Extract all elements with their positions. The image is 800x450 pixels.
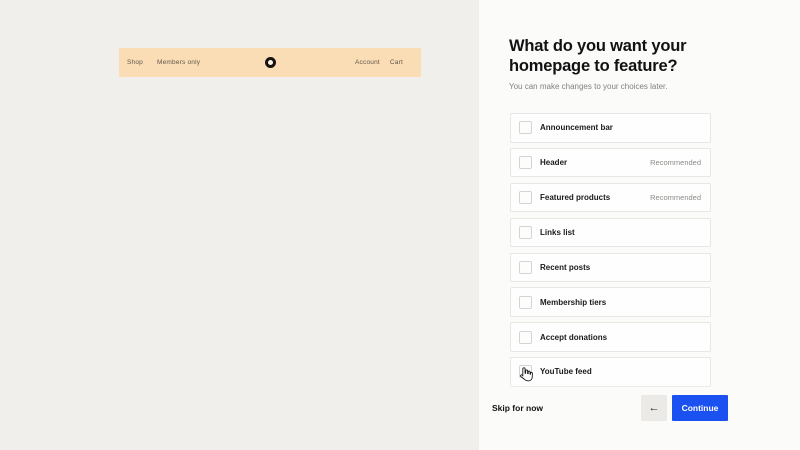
checkbox[interactable] bbox=[519, 261, 532, 274]
preview-nav-right bbox=[355, 59, 403, 66]
option-label: YouTube feed bbox=[540, 367, 592, 377]
preview-nav-account[interactable]: Account bbox=[355, 59, 380, 66]
preview-nav-left bbox=[127, 59, 200, 66]
option-card-links-list[interactable] bbox=[510, 218, 711, 248]
option-label: Featured products bbox=[540, 193, 611, 203]
recommended-badge: Recommended bbox=[650, 193, 701, 203]
option-label: Links list bbox=[540, 227, 575, 237]
option-card-recent-posts[interactable] bbox=[510, 253, 711, 283]
option-card-accept-donations[interactable] bbox=[510, 322, 711, 352]
ring-logo-icon bbox=[265, 57, 276, 68]
option-card-featured-products[interactable] bbox=[510, 183, 711, 213]
checkbox[interactable] bbox=[519, 226, 532, 239]
checkbox[interactable] bbox=[519, 121, 532, 134]
checkbox[interactable] bbox=[519, 331, 532, 344]
page-subtitle: You can make changes to your choices later. bbox=[509, 82, 668, 91]
option-card-membership-tiers[interactable] bbox=[510, 287, 711, 317]
option-label: Recent posts bbox=[540, 262, 591, 272]
option-label: Header bbox=[540, 158, 568, 168]
option-card-youtube-feed[interactable] bbox=[510, 357, 711, 387]
skip-for-now-link[interactable]: Skip for now bbox=[492, 403, 543, 413]
arrow-left-icon: ← bbox=[648, 402, 660, 414]
recommended-badge: Recommended bbox=[650, 158, 701, 168]
options-list bbox=[510, 113, 711, 392]
option-card-header[interactable] bbox=[510, 148, 711, 178]
option-label: Membership tiers bbox=[540, 297, 607, 307]
preview-header-bar bbox=[119, 48, 421, 77]
back-button[interactable] bbox=[641, 395, 667, 421]
continue-button[interactable]: Continue bbox=[672, 395, 728, 421]
checkbox[interactable] bbox=[519, 365, 532, 378]
homepage-setup-panel bbox=[479, 0, 800, 450]
preview-nav-members-only[interactable]: Members only bbox=[156, 59, 201, 66]
option-label: Accept donations bbox=[540, 332, 608, 342]
checkbox[interactable] bbox=[519, 156, 532, 169]
page-title: What do you want your homepage to feature? bbox=[509, 37, 687, 76]
preview-nav-shop[interactable]: Shop bbox=[127, 59, 143, 66]
checkbox[interactable] bbox=[519, 296, 532, 309]
preview-nav-cart[interactable]: Cart bbox=[389, 59, 403, 66]
checkbox[interactable] bbox=[519, 191, 532, 204]
footer-bar bbox=[479, 384, 800, 450]
option-card-announcement-bar[interactable] bbox=[510, 113, 711, 143]
option-label: Announcement bar bbox=[540, 123, 613, 133]
